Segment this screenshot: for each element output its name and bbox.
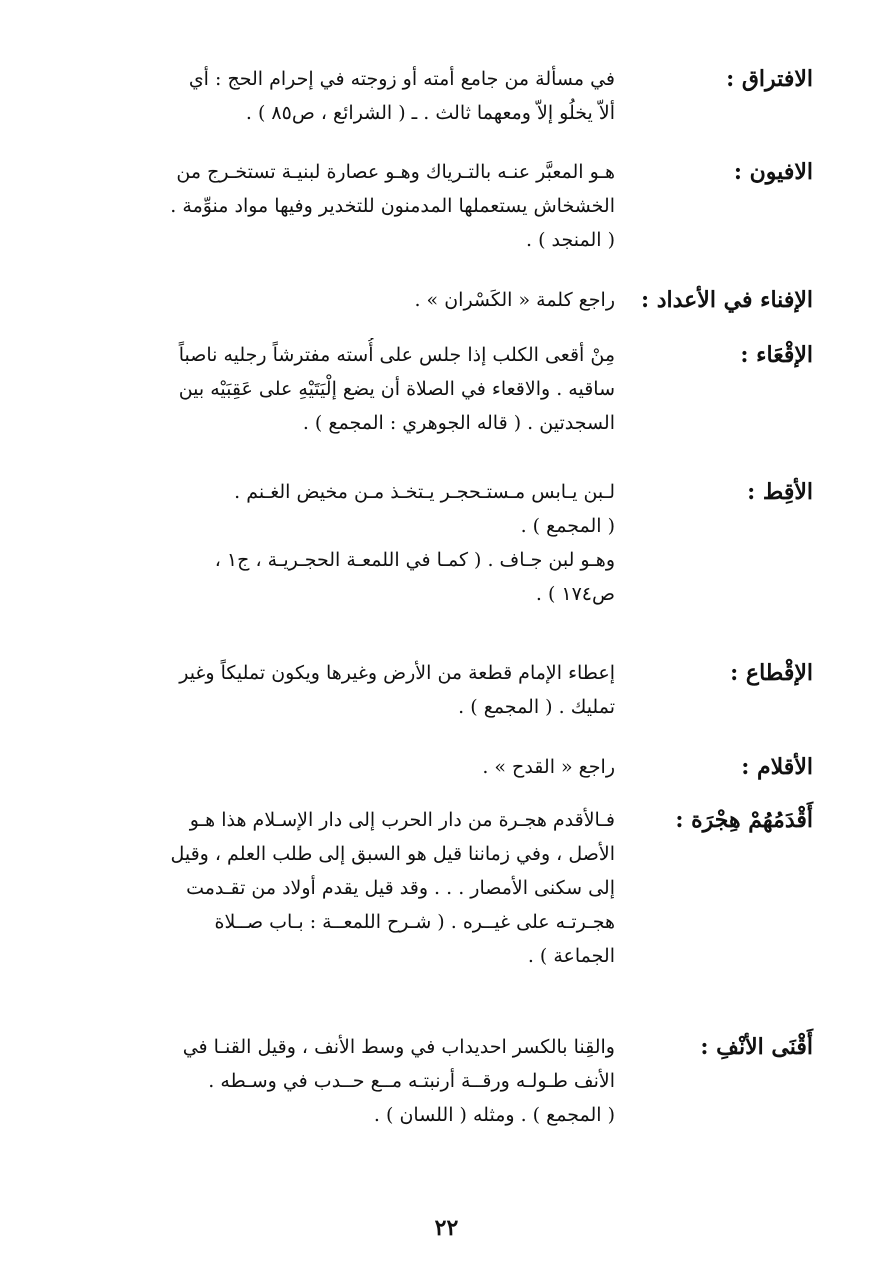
definition-line: في مسألة من جامع أمته أو زوجته في إحرام الحج : أي bbox=[188, 68, 615, 90]
entry-definition bbox=[75, 62, 615, 130]
definition-line: ألاّ يخلُو إلاّ ومعهما ثالث . ـ ( الشرائع ، ص٨٥ ) . bbox=[245, 102, 615, 124]
page-number: ٢٢ bbox=[434, 1215, 459, 1241]
definition-line: ساقيه . والاقعاء في الصلاة أن يضع إلْيَتَيْهِ على عَقِبَيْه بين bbox=[178, 378, 615, 400]
entry-definition bbox=[75, 475, 615, 611]
definition-line: فـالأقدم هجـرة من دار الحرب إلى دار الإسـلام هذا هـو bbox=[189, 809, 615, 831]
definition-line: السجدتين . ( قاله الجوهري : المجمع ) . bbox=[302, 412, 615, 434]
entry-definition bbox=[75, 1030, 615, 1132]
definition-line: وهـو لبن جـاف . ( كمـا في اللمعـة الحجـريـة ، ج١ ، bbox=[214, 549, 615, 571]
definition-line: ص١٧٤ ) . bbox=[535, 583, 615, 605]
entry-term: الافتراق : bbox=[726, 66, 813, 92]
definition-line: الأنف طـولـه ورقــة أرنبتـه مــع حــدب في وسـطه . bbox=[208, 1070, 615, 1092]
definition-line: راجع كلمة « الكَسْران » . bbox=[414, 289, 615, 311]
definition-line: والقِنا بالكسر احديداب في وسط الأنف ، وقيل القنـا في bbox=[182, 1036, 615, 1058]
entry-definition bbox=[75, 750, 615, 784]
entry-term: أَقْنَى الأنْفِ : bbox=[700, 1034, 813, 1060]
definition-line: الأصل ، وفي زماننا قيل هو السبق إلى طلب العلم ، وقيل bbox=[170, 843, 615, 865]
definition-line: هـو المعبَّر عنـه بالتـرياك وهـو عصارة لبنيـة تستخـرج من bbox=[176, 161, 615, 183]
definition-line: هجـرتـه على غيــره . ( شـرح اللمعــة : بـاب صــلاة bbox=[214, 911, 615, 933]
entry-definition bbox=[75, 338, 615, 440]
entry-term: أَقْدَمُهُمْ هِجْرَة : bbox=[675, 807, 813, 833]
entry-definition bbox=[75, 803, 615, 973]
entry-term: الإقْعَاء : bbox=[740, 342, 813, 368]
definition-line: لـبن يـابس مـستـحجـر يـتخـذ مـن مخيض الغـنم . bbox=[234, 481, 615, 503]
entry-definition bbox=[75, 155, 615, 257]
entry-definition bbox=[75, 283, 615, 317]
definition-line: إلى سكنى الأمصار . . . وقد قيل يقدم أولاد من تقـدمت bbox=[186, 877, 615, 899]
definition-line: ( المجمع ) . bbox=[520, 515, 615, 537]
entry-definition bbox=[75, 656, 615, 724]
definition-line: ( المجمع ) . ومثله ( اللسان ) . bbox=[373, 1104, 615, 1126]
definition-line: تمليك . ( المجمع ) . bbox=[458, 696, 615, 718]
entry-term: الافيون : bbox=[733, 159, 813, 185]
entry-term: الأقِط : bbox=[747, 479, 813, 505]
entry-term: الأقلام : bbox=[741, 754, 813, 780]
definition-line: الخشخاش يستعملها المدمنون للتخدير وفيها مواد منوِّمة . bbox=[170, 195, 615, 217]
definition-line: ( المنجد ) . bbox=[525, 229, 615, 251]
definition-line: الجماعة ) . bbox=[527, 945, 615, 967]
definition-line: إعطاء الإمام قطعة من الأرض وغيرها ويكون تمليكاً وغير bbox=[179, 662, 615, 684]
entry-term: الإقْطاع : bbox=[730, 660, 813, 686]
definition-line: مِنْ أقعى الكلب إذا جلس على أُسته مفترشاً رجليه ناصباً bbox=[178, 344, 615, 366]
definition-line: راجع « القدح » . bbox=[482, 756, 615, 778]
entry-term: الإفناء في الأعداد : bbox=[640, 287, 813, 313]
